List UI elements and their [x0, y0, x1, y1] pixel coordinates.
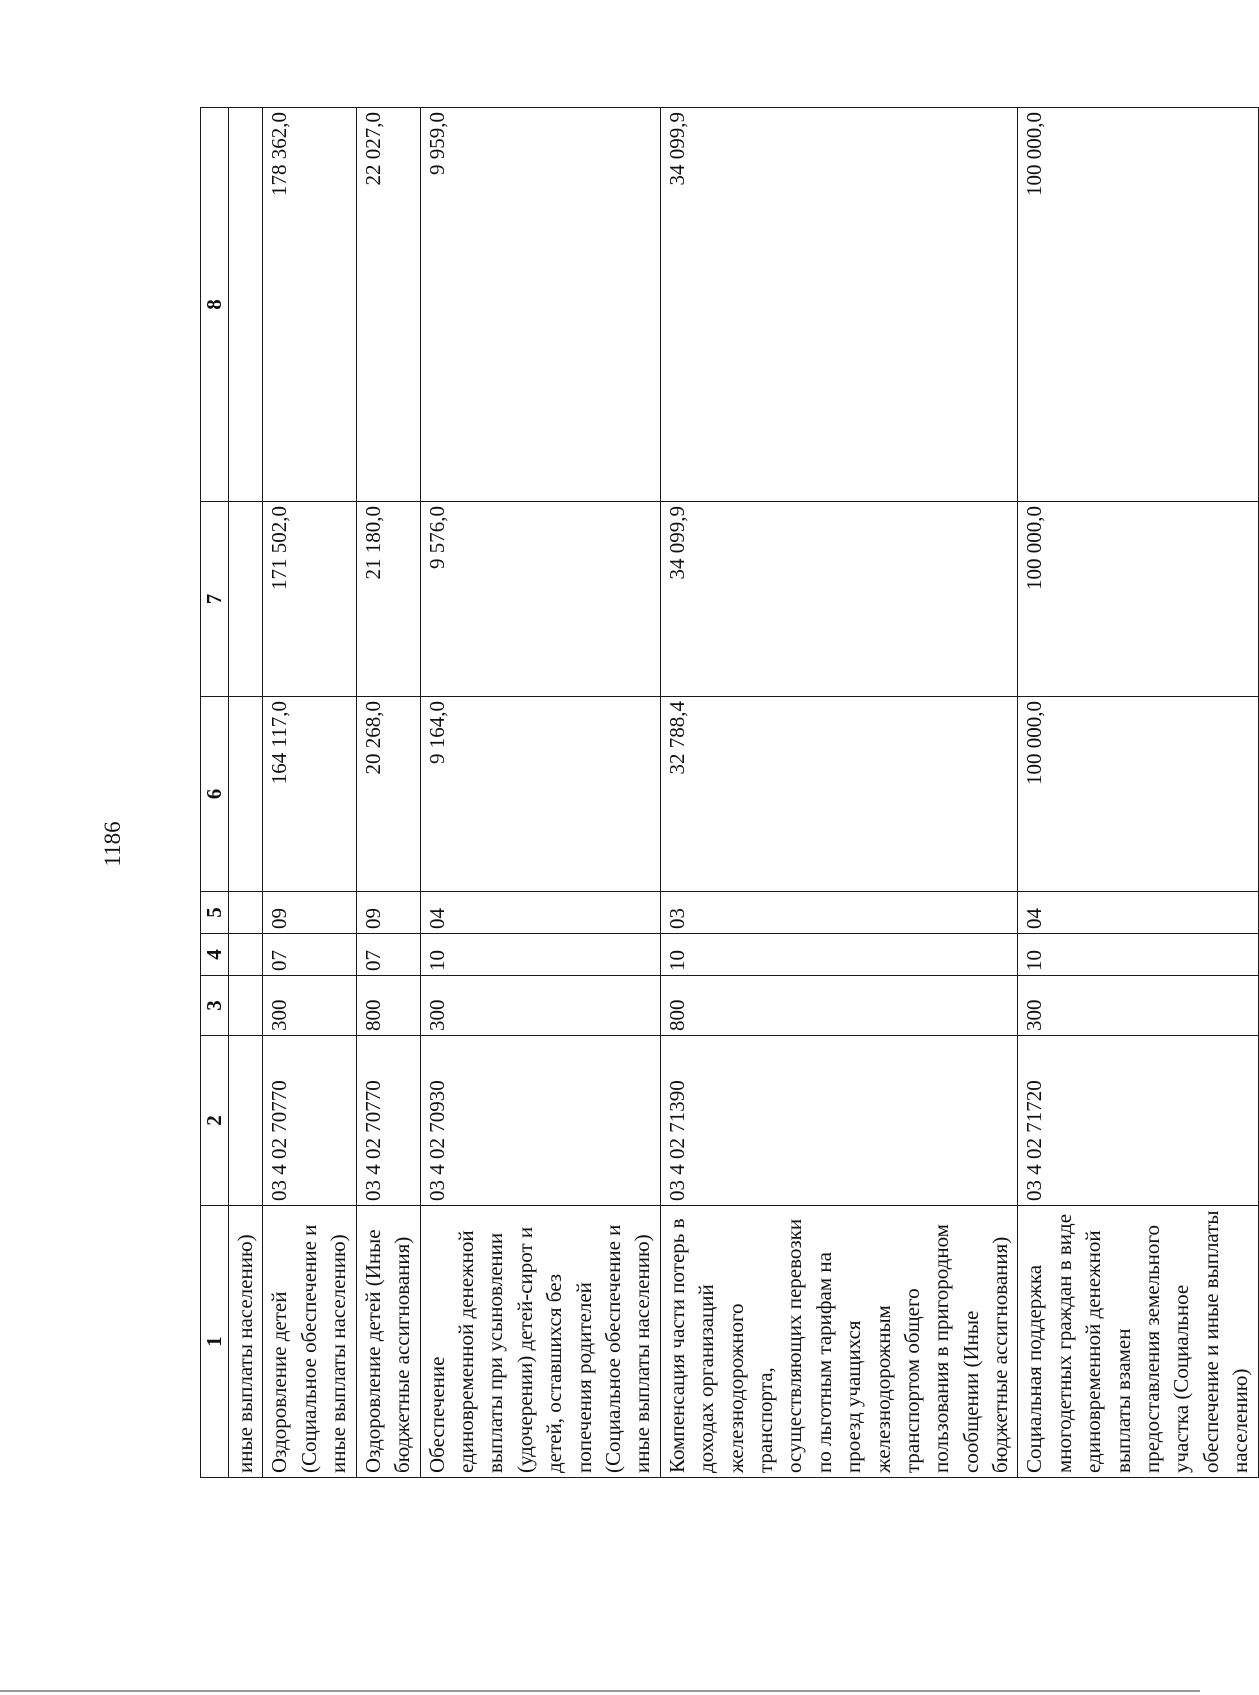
- row-subsection: 04: [420, 892, 660, 934]
- row-expense-type: 800: [356, 976, 420, 1036]
- row-amount-year3: 34 099,9: [660, 108, 1018, 502]
- table-row: [1018, 108, 1258, 1478]
- row-name: Социальная поддержка многодетных граждан в виде единовременной денежной выплаты взамен предоставления земельного участка (Социальное обеспечение и иные выплаты населению): [1018, 1206, 1258, 1478]
- row-section: 10: [420, 934, 660, 976]
- table-header-row: [201, 108, 229, 1478]
- column-header: 3: [201, 976, 229, 1036]
- row-name: Оздоровление детей (Социальное обеспечение и иные выплаты населению): [263, 1206, 356, 1478]
- table-row: [356, 108, 420, 1478]
- column-header: 7: [201, 502, 229, 697]
- table-row: [660, 108, 1018, 1478]
- row-section: 10: [660, 934, 1018, 976]
- row-subsection: 04: [1018, 892, 1258, 934]
- column-header: 2: [201, 1036, 229, 1206]
- budget-table: [200, 107, 1259, 1478]
- row-expense-type: 300: [1018, 976, 1258, 1036]
- row-amount-year2: 100 000,0: [1018, 502, 1258, 697]
- row-amount-year1: 164 117,0: [263, 697, 356, 892]
- row-amount-year2: 9 576,0: [420, 502, 660, 697]
- row-name: Оздоровление детей (Иные бюджетные ассигнования): [356, 1206, 420, 1478]
- page-number: 1186: [100, 821, 125, 867]
- column-header: 1: [201, 1206, 229, 1478]
- row-amount-year1: 100 000,0: [1018, 697, 1258, 892]
- row-target-code: 03 4 02 70930: [420, 1036, 660, 1206]
- row-subsection: 09: [263, 892, 356, 934]
- continuation-row: [229, 108, 263, 1478]
- continuation-text: иные выплаты населению): [229, 1206, 263, 1478]
- row-name: Обеспечение единовременной денежной выплаты при усыновлении (удочерении) детей-сирот и детей, оставшихся без попечения родителей (Социальное обеспечение и иные выплаты населению): [420, 1206, 660, 1478]
- row-amount-year3: 9 959,0: [420, 108, 660, 502]
- row-amount-year3: 100 000,0: [1018, 108, 1258, 502]
- row-expense-type: 300: [420, 976, 660, 1036]
- row-subsection: 03: [660, 892, 1018, 934]
- row-subsection: 09: [356, 892, 420, 934]
- table-row: [420, 108, 660, 1478]
- budget-table-rotated: [200, 108, 1253, 1478]
- row-section: 07: [356, 934, 420, 976]
- row-target-code: 03 4 02 70770: [263, 1036, 356, 1206]
- row-amount-year3: 178 362,0: [263, 108, 356, 502]
- column-header: 5: [201, 892, 229, 934]
- row-target-code: 03 4 02 70770: [356, 1036, 420, 1206]
- scan-edge-line: [0, 1690, 1200, 1692]
- row-amount-year1: 9 164,0: [420, 697, 660, 892]
- row-amount-year1: 20 268,0: [356, 697, 420, 892]
- row-section: 07: [263, 934, 356, 976]
- row-amount-year2: 171 502,0: [263, 502, 356, 697]
- table-row: [263, 108, 356, 1478]
- row-expense-type: 300: [263, 976, 356, 1036]
- row-amount-year3: 22 027,0: [356, 108, 420, 502]
- row-target-code: 03 4 02 71390: [660, 1036, 1018, 1206]
- row-section: 10: [1018, 934, 1258, 976]
- column-header: 4: [201, 934, 229, 976]
- row-amount-year1: 32 788,4: [660, 697, 1018, 892]
- row-amount-year2: 21 180,0: [356, 502, 420, 697]
- row-name: Компенсация части потерь в доходах организаций железнодорожного транспорта, осуществляющих перевозки по льготным тарифам на проезд учащихся железнодорожным транспортом общего пользования в пригородном сообщении (Иные бюджетные ассигнования): [660, 1206, 1018, 1478]
- row-expense-type: 800: [660, 976, 1018, 1036]
- row-target-code: 03 4 02 71720: [1018, 1036, 1258, 1206]
- row-amount-year2: 34 099,9: [660, 502, 1018, 697]
- column-header: 6: [201, 697, 229, 892]
- column-header: 8: [201, 108, 229, 502]
